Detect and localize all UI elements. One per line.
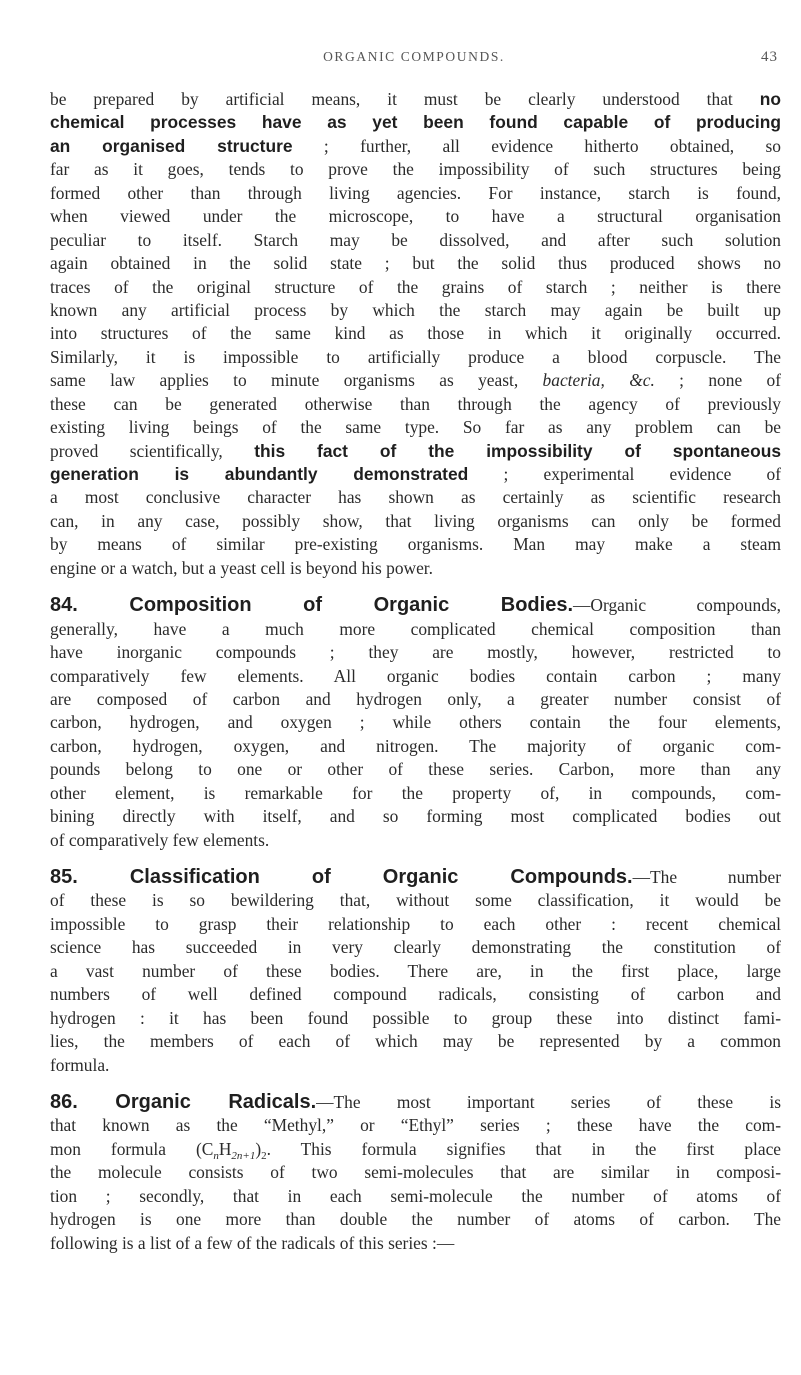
text-span: when viewed under the microscope, to have a structural organisation <box>50 206 781 227</box>
running-title: ORGANIC COMPOUNDS. <box>323 49 505 64</box>
text-span: formed other than through living agencies. For instance, starch is found, <box>50 182 781 203</box>
text-span: far as it goes, tends to prove the impossibility of such structures being <box>50 159 781 180</box>
text-span: peculiar to itself. Starch may be dissolved, and after such solution <box>50 229 781 250</box>
text-span: Similarly, it is impossible to artificially produce a blood corpuscle. The <box>50 346 781 367</box>
section-85 <box>50 866 781 1077</box>
text-span: numbers of well defined compound radicals, consisting of carbon and <box>50 984 781 1005</box>
text-span: other element, is remarkable for the property of, in compounds, com- <box>50 782 781 803</box>
text-line <box>50 299 781 322</box>
emphasis-bold: an organised structure <box>50 135 293 156</box>
text-line <box>50 1030 781 1053</box>
text-line <box>50 1185 781 1208</box>
text-span: science has succeeded in very clearly demonstrating the constitution of <box>50 937 781 958</box>
text-span: the molecule consists of two semi-molecules that are similar in composi- <box>50 1162 781 1183</box>
text-span: impossible to grasp their relationship to each other : recent chemical <box>50 913 781 934</box>
text-line <box>50 158 781 181</box>
text-line <box>50 276 781 299</box>
text-line <box>50 735 781 758</box>
text-line <box>50 665 781 688</box>
text-span: ; none of <box>654 370 781 391</box>
page-number: 43 <box>761 49 778 65</box>
emphasis-bold: generation is abundantly demonstrated <box>50 464 469 484</box>
text-span: hydrogen : it has been found possible to group these into distinct fami- <box>50 1007 781 1028</box>
text-span: known any artificial process by which the starch may again be built up <box>50 299 781 320</box>
text-line <box>50 533 781 556</box>
text-span: . This formula signifies that in the first place <box>266 1138 781 1159</box>
emphasis-italic: bacteria, &c. <box>542 370 655 391</box>
text-span: ) <box>255 1138 262 1159</box>
text-span: can, in any case, possibly show, that living organisms can only be formed <box>50 510 781 531</box>
text-line <box>50 983 781 1006</box>
text-line <box>50 416 781 439</box>
text-line <box>50 88 781 111</box>
text-line <box>50 393 781 416</box>
text-line <box>50 463 781 486</box>
paragraph-gap <box>50 580 781 594</box>
paragraph-intro <box>50 88 781 580</box>
text-span: existing living beings of the same type. So far as any problem can be <box>50 417 781 438</box>
paragraph-gap <box>50 1077 781 1091</box>
text-line <box>50 229 781 252</box>
text-span: lies, the members of each of which may be represented by a common <box>50 1031 781 1052</box>
text-line <box>50 486 781 509</box>
text-span: same law applies to minute organisms as yeast, <box>50 370 543 391</box>
text-span: —The most important series of these is <box>316 1091 781 1112</box>
text-line <box>50 182 781 205</box>
subscript: 2n+1 <box>231 1149 256 1162</box>
text-line <box>50 960 781 983</box>
text-span: formula. <box>50 1054 110 1075</box>
text-span: a vast number of these bodies. There are, in the first place, large <box>50 960 781 981</box>
text-line <box>50 618 781 641</box>
text-line <box>50 688 781 711</box>
text-span: mon formula (C <box>50 1138 214 1159</box>
text-line <box>50 913 781 936</box>
emphasis-bold: chemical processes have as yet been found capable of producing <box>50 112 781 133</box>
text-line <box>50 557 781 580</box>
text-line <box>50 936 781 959</box>
text-line <box>50 758 781 781</box>
text-span: are composed of carbon and hydrogen only, a greater number consist of <box>50 688 781 709</box>
text-line <box>50 1114 781 1137</box>
text-line <box>50 1161 781 1184</box>
text-line <box>50 594 781 617</box>
section-84 <box>50 594 781 852</box>
paragraph-gap <box>50 852 781 866</box>
emphasis-bold: no <box>759 89 781 109</box>
subscript: n <box>213 1149 219 1162</box>
text-line <box>50 346 781 369</box>
text-span: —Organic compounds, <box>573 595 781 616</box>
text-line <box>50 711 781 734</box>
text-line <box>50 369 781 392</box>
text-line <box>50 440 781 463</box>
text-span: be prepared by artificial means, it must be clearly understood that <box>50 89 760 109</box>
text-line <box>50 641 781 664</box>
emphasis-bold: this fact of the impossibility of spontaneous <box>254 440 781 461</box>
text-line <box>50 510 781 533</box>
section-heading: 86. Organic Radicals. <box>50 1090 317 1113</box>
text-line <box>50 782 781 805</box>
text-span: ; experimental evidence of <box>468 464 781 484</box>
text-span: by means of similar pre-existing organisms. Man may make a steam <box>50 534 781 555</box>
text-span: proved scientifically, <box>50 440 255 461</box>
text-line <box>50 1091 781 1114</box>
text-span: of comparatively few elements. <box>50 829 270 850</box>
text-span: traces of the original structure of the grains of starch ; neither is there <box>50 276 781 297</box>
text-line <box>50 805 781 828</box>
text-span: into structures of the same kind as those in which it originally occurred. <box>50 323 781 344</box>
text-line <box>50 111 781 134</box>
text-span: pounds belong to one or other of these series. Carbon, more than any <box>50 759 781 780</box>
text-span: that known as the “Methyl,” or “Ethyl” series ; these have the com- <box>50 1115 781 1136</box>
text-span: engine or a watch, but a yeast cell is beyond his power. <box>50 557 433 578</box>
text-line <box>50 889 781 912</box>
text-span: —The number <box>632 867 781 887</box>
text-span: following is a list of a few of the radicals of this series :— <box>50 1232 455 1253</box>
text-line <box>50 866 781 889</box>
section-heading: 84. Composition of Organic Bodies. <box>50 594 574 617</box>
text-span: these can be generated otherwise than through the agency of previously <box>50 393 781 414</box>
text-span: bining directly with itself, and so forming most complicated bodies out <box>50 806 781 827</box>
text-line <box>50 1054 781 1077</box>
section-heading: 85. Classification of Organic Compounds. <box>50 866 633 888</box>
text-span: ; further, all evidence hitherto obtained, so <box>292 135 781 156</box>
text-line <box>50 205 781 228</box>
running-head <box>50 49 778 71</box>
text-span: have inorganic compounds ; they are mostly, however, restricted to <box>50 642 781 663</box>
text-span: of these is so bewildering that, without some classification, it would be <box>50 890 781 911</box>
text-line <box>50 1232 781 1255</box>
text-line <box>50 135 781 158</box>
text-line <box>50 322 781 345</box>
text-span: H <box>218 1138 232 1159</box>
text-span: tion ; secondly, that in each semi-molecule the number of atoms of <box>50 1185 781 1206</box>
text-span: a most conclusive character has shown as certainly as scientific research <box>50 487 781 508</box>
body-text <box>50 88 781 1255</box>
text-span: hydrogen is one more than double the number of atoms of carbon. The <box>50 1209 781 1230</box>
text-span: comparatively few elements. All organic bodies contain carbon ; many <box>50 665 781 686</box>
text-span: carbon, hydrogen, oxygen, and nitrogen. The majority of organic com- <box>50 735 781 756</box>
text-span: carbon, hydrogen, and oxygen ; while others contain the four elements, <box>50 712 781 733</box>
text-line <box>50 1208 781 1231</box>
text-span: generally, have a much more complicated chemical composition than <box>50 618 781 639</box>
text-line <box>50 829 781 852</box>
text-line <box>50 252 781 275</box>
text-span: again obtained in the solid state ; but the solid thus produced shows no <box>50 253 781 274</box>
section-86 <box>50 1091 781 1255</box>
subscript: 2 <box>261 1149 267 1162</box>
text-line <box>50 1007 781 1030</box>
text-line <box>50 1138 781 1161</box>
